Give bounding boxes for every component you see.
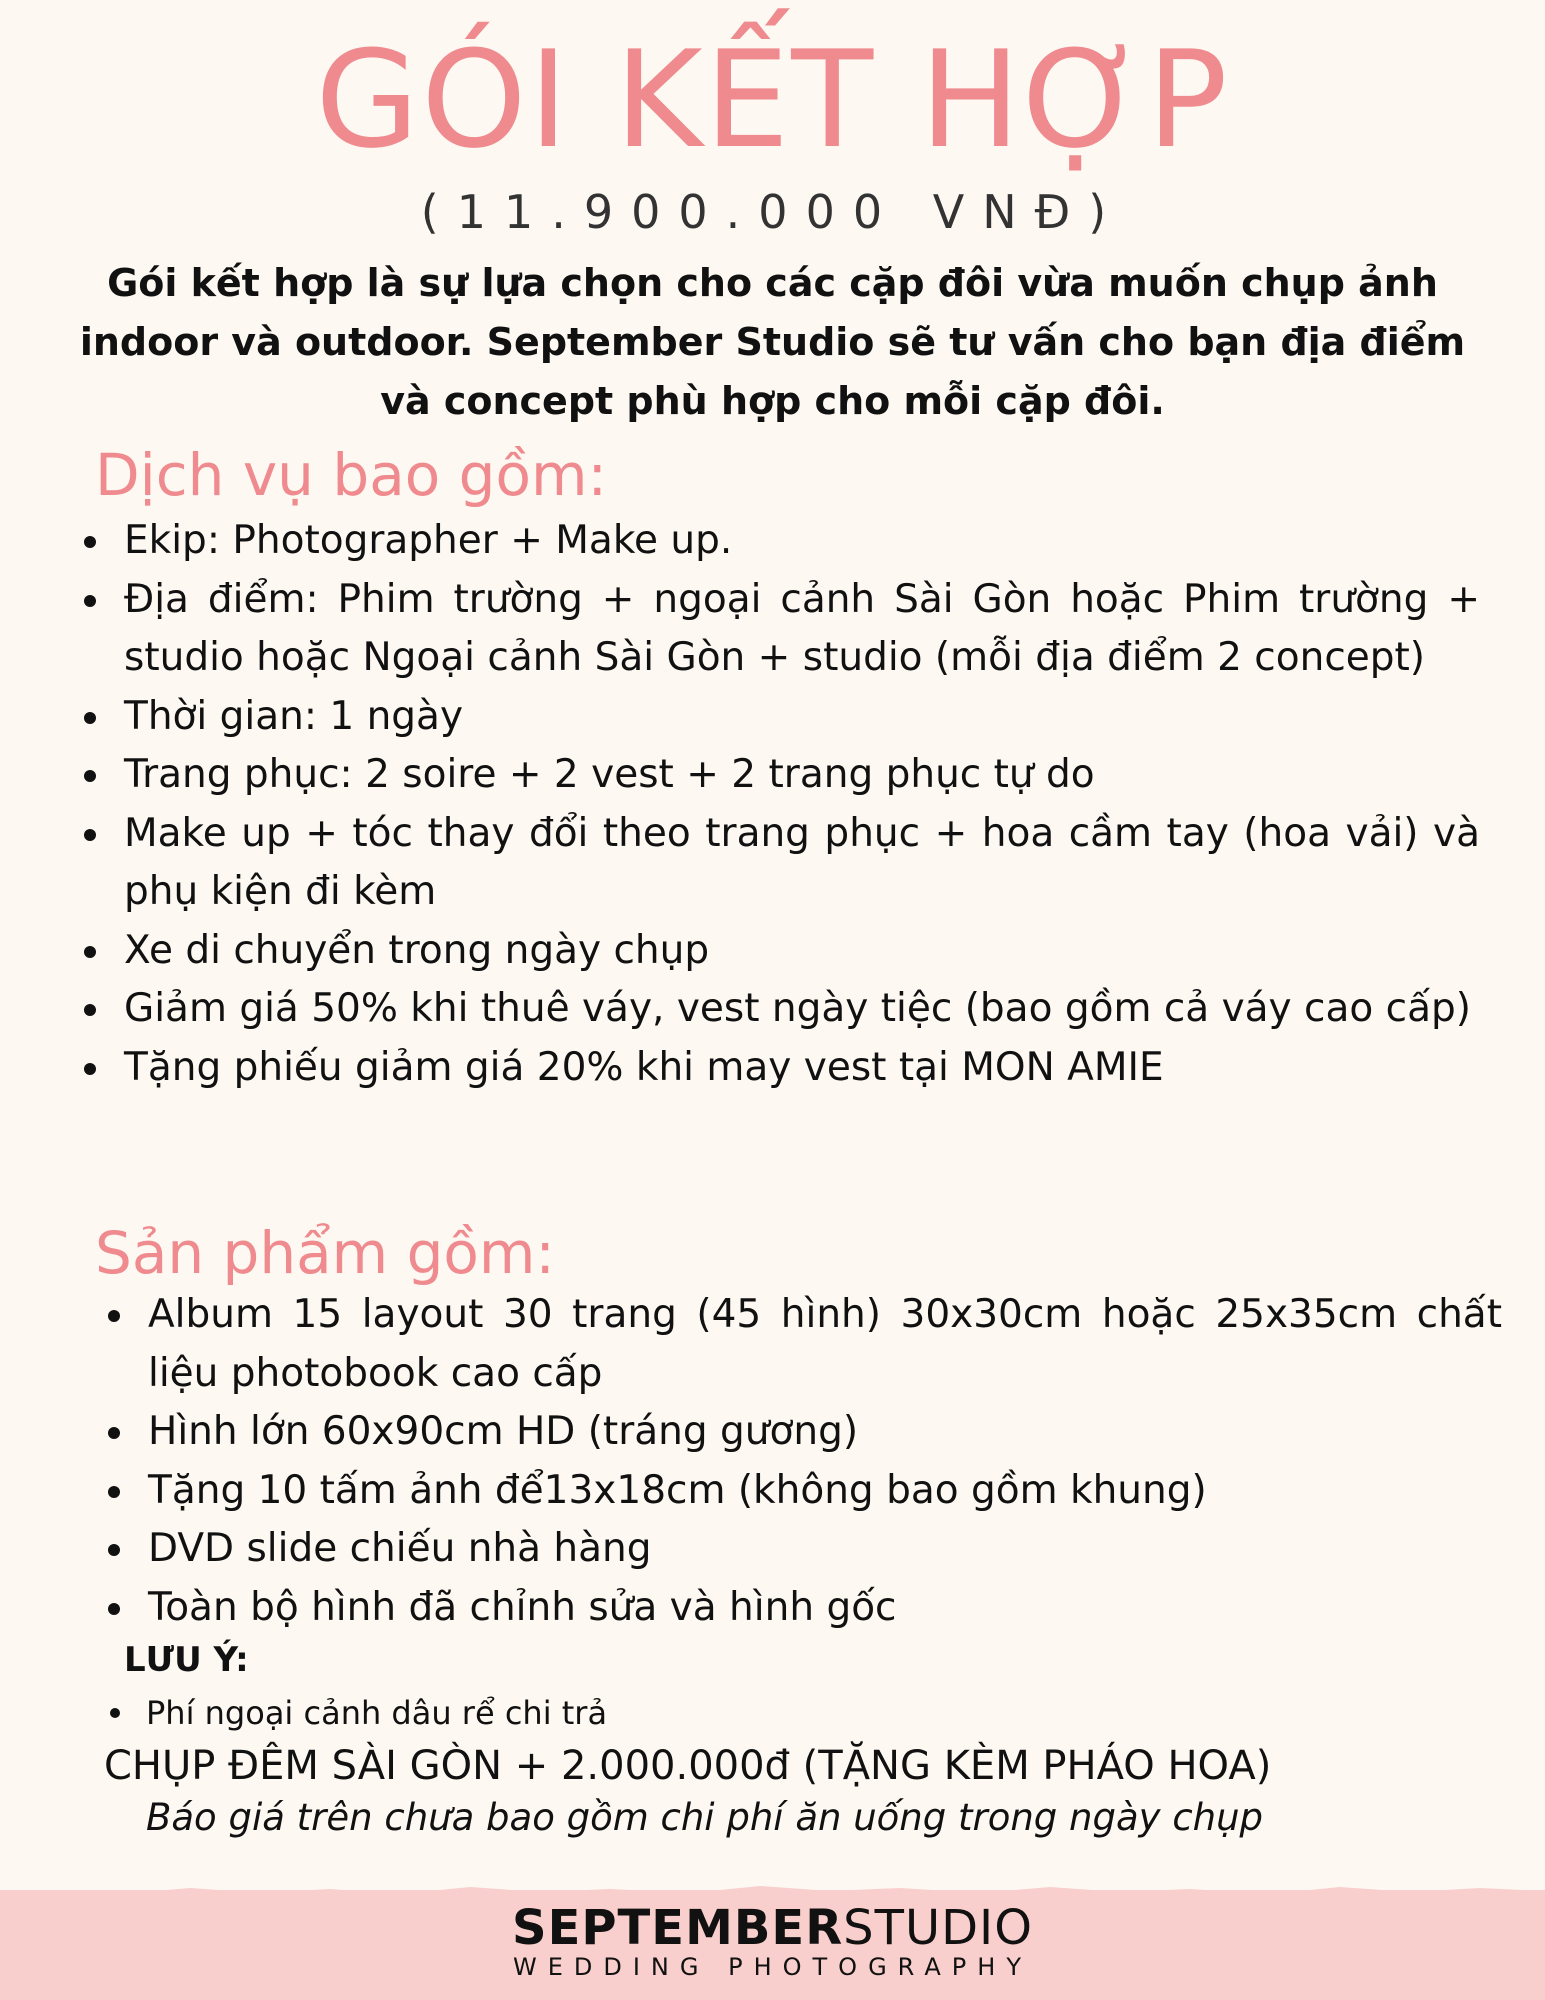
list-item: [148, 1579, 1502, 1638]
bullet-icon: [84, 1004, 96, 1016]
list-item: [148, 1462, 1502, 1521]
brand-logo: [0, 1900, 1545, 1956]
night-shoot-offer: CHỤP ĐÊM SÀI GÒN + 2.000.000đ (TẶNG KÈM PHÁO HOA): [104, 1743, 1272, 1789]
list-item-text: Xe di chuyển trong ngày chụp: [124, 927, 710, 973]
list-item-text: Make up + tóc thay đổi theo trang phục + hoa cầm tay (hoa vải) và phụ kiện đi kèm: [124, 810, 1480, 914]
list-item: [124, 922, 1480, 981]
intro-text: Gói kết hợp là sự lựa chọn cho các cặp đôi vừa muốn chụp ảnh indoor và outdoor. September Studio sẽ tư vấn cho bạn địa điểm và concept phù hợp cho mỗi cặp đôi.: [79, 261, 1466, 423]
list-item: [124, 1039, 1480, 1098]
brand-name-light: STUDIO: [843, 1900, 1033, 1956]
products-heading: Sản phẩm gồm:: [95, 1219, 555, 1287]
list-item-text: Ekip: Photographer + Make up.: [124, 518, 733, 563]
bullet-icon: [108, 1486, 120, 1498]
list-item-text: DVD slide chiếu nhà hàng: [148, 1526, 652, 1571]
list-item: [124, 688, 1480, 747]
list-item-text: Tặng phiếu giảm giá 20% khi may vest tại MON AMIE: [124, 1044, 1164, 1090]
list-item-text: Địa điểm: Phim trường + ngoại cảnh Sài Gòn hoặc Phim trường + studio hoặc Ngoại cảnh Sài Gòn + studio (mỗi địa điểm 2 concept): [124, 576, 1480, 680]
list-item-text: Trang phục: 2 soire + 2 vest + 2 trang phục tự do: [124, 752, 1095, 797]
list-item-text: Toàn bộ hình đã chỉnh sửa và hình gốc: [148, 1584, 897, 1630]
bullet-icon: [84, 595, 96, 607]
list-item: [148, 1520, 1502, 1579]
list-item: [124, 571, 1480, 688]
price-disclaimer: Báo giá trên chưa bao gồm chi phí ăn uống trong ngày chụp: [146, 1796, 1264, 1839]
list-item: [146, 1688, 1446, 1738]
package-price: (11.900.000 VNĐ): [420, 185, 1125, 239]
list-item-text: Giảm giá 50% khi thuê váy, vest ngày tiệc (bao gồm cả váy cao cấp): [124, 986, 1471, 1031]
page-title: GÓI KẾT HỢP: [315, 22, 1230, 178]
bullet-icon: [108, 1427, 120, 1439]
bullet-icon: [108, 1603, 120, 1615]
list-item: [124, 805, 1480, 922]
list-item-text: Phí ngoại cảnh dâu rể chi trả: [146, 1694, 608, 1732]
list-item-text: Hình lớn 60x90cm HD (tráng gương): [148, 1409, 859, 1454]
bullet-icon: [110, 1708, 120, 1718]
list-item: [124, 746, 1480, 805]
bullet-icon: [84, 770, 96, 782]
bullet-icon: [84, 946, 96, 958]
notes-heading: LƯU Ý:: [124, 1640, 249, 1680]
bullet-icon: [84, 712, 96, 724]
list-item: [124, 980, 1480, 1039]
list-item-text: Album 15 layout 30 trang (45 hình) 30x30cm hoặc 25x35cm chất liệu photobook cao cấp: [148, 1292, 1502, 1396]
list-item: [148, 1403, 1502, 1462]
products-list: [148, 1286, 1502, 1637]
bullet-icon: [84, 829, 96, 841]
bullet-icon: [108, 1310, 120, 1322]
services-list: [124, 512, 1480, 1097]
bullet-icon: [84, 1063, 96, 1075]
brand-tagline: WEDDING PHOTOGRAPHY: [513, 1953, 1032, 1981]
list-item: [124, 512, 1480, 571]
services-heading: Dịch vụ bao gồm:: [95, 441, 608, 509]
list-item-text: Tặng 10 tấm ảnh để13x18cm (không bao gồm khung): [148, 1467, 1207, 1513]
list-item: [148, 1286, 1502, 1403]
bullet-icon: [108, 1544, 120, 1556]
bullet-icon: [84, 536, 96, 548]
brand-name-bold: SEPTEMBER: [512, 1900, 844, 1956]
notes-list: [146, 1688, 1446, 1738]
list-item-text: Thời gian: 1 ngày: [124, 693, 464, 739]
